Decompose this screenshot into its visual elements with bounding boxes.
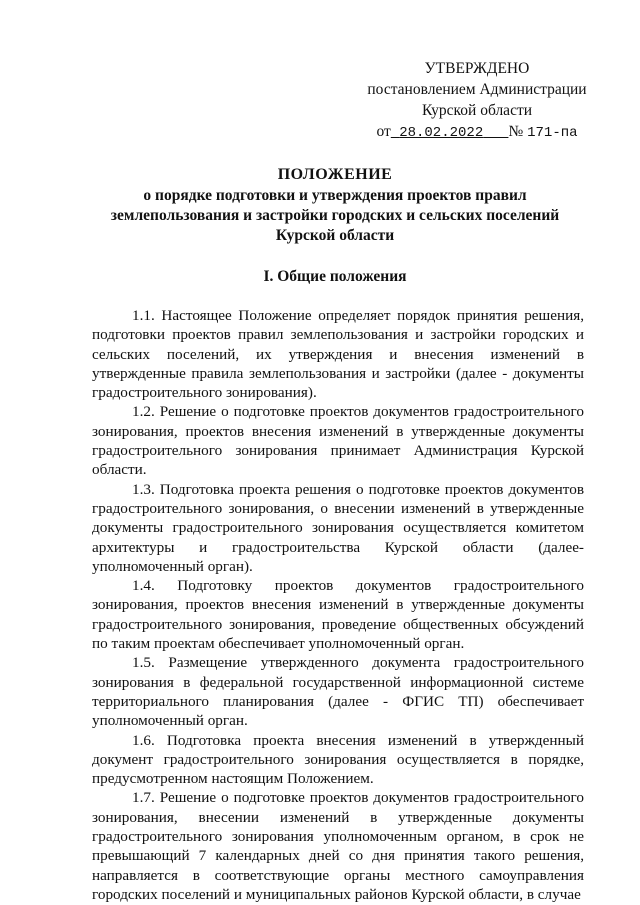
paragraph-1-2: 1.2. Решение о подготовке проектов документов градостроительного зонирования, проектов внесения изменений в утвержденные документы градостроительного зонирования принимает Администрация Курской области. [92, 403, 584, 479]
approval-number-label: № [508, 123, 524, 140]
document-body [92, 306, 584, 904]
paragraph-1-7: 1.7. Решение о подготовке проектов документов градостроительного зонирования, внесении изменений в утвержденные документы градостроительного зонирования уполномоченным органом, в срок не превышающий 7 календарных дней со дня принятия такого решения, направляется в соответствующие органы местного самоуправления городских поселений и муниципальных районов Курской области, в случае [92, 789, 584, 903]
approval-stamp [352, 58, 602, 144]
paragraph-1-4: 1.4. Подготовку проектов документов градостроительного зонирования, проектов внесения изменений в утвержденные документы градостроительного зонирования, проведение общественных обсуждений по таким проектам обеспечивает уполномоченный орган. [92, 577, 584, 653]
document-heading: ПОЛОЖЕНИЕ [277, 166, 393, 183]
paragraph-1-6: 1.6. Подготовка проекта внесения изменений в утвержденный документ градостроительного зонирования осуществляется в порядке, предусмотренном настоящим Положением. [92, 731, 584, 788]
paragraph-1-3: 1.3. Подготовка проекта решения о подготовке проектов документов градостроительного зонирования, о внесении изменений в утвержденные документы градостроительного зонирования осуществляется комитетом архитектуры и градостроительства Курской области (далее-уполномоченный орган). [92, 480, 584, 575]
section-title: I. Общие положения [263, 268, 407, 285]
title-line-1: о порядке подготовки и утверждения проектов правил [143, 187, 527, 204]
approval-issuer: постановлением Администрации [367, 81, 587, 98]
paragraph-1-1: 1.1. Настоящее Положение определяет порядок принятия решения, подготовки проектов правил землепользования и застройки городских и сельских поселений, их утверждения и внесения изменений в утвержденные правила землепользования и застройки (далее - документы градостроительного зонирования). [92, 307, 584, 402]
approval-title: УТВЕРЖДЕНО [424, 60, 530, 77]
paragraph-1-5: 1.5. Размещение утвержденного документа градостроительного зонирования в федеральной государственной информационной системе территориального планирования (далее - ФГИС ТП) обеспечивает уполномоченный орган. [92, 654, 584, 730]
title-line-3: Курской области [275, 227, 395, 244]
approval-date: 28.02.2022 [399, 125, 484, 141]
title-line-2: землепользования и застройки городских и сельских поселений [110, 207, 560, 224]
approval-date-line [352, 121, 602, 144]
approval-region: Курской области [421, 102, 533, 119]
approval-number: 171-па [527, 125, 578, 141]
approval-date-prefix: от [376, 123, 391, 140]
document-title [80, 165, 590, 246]
